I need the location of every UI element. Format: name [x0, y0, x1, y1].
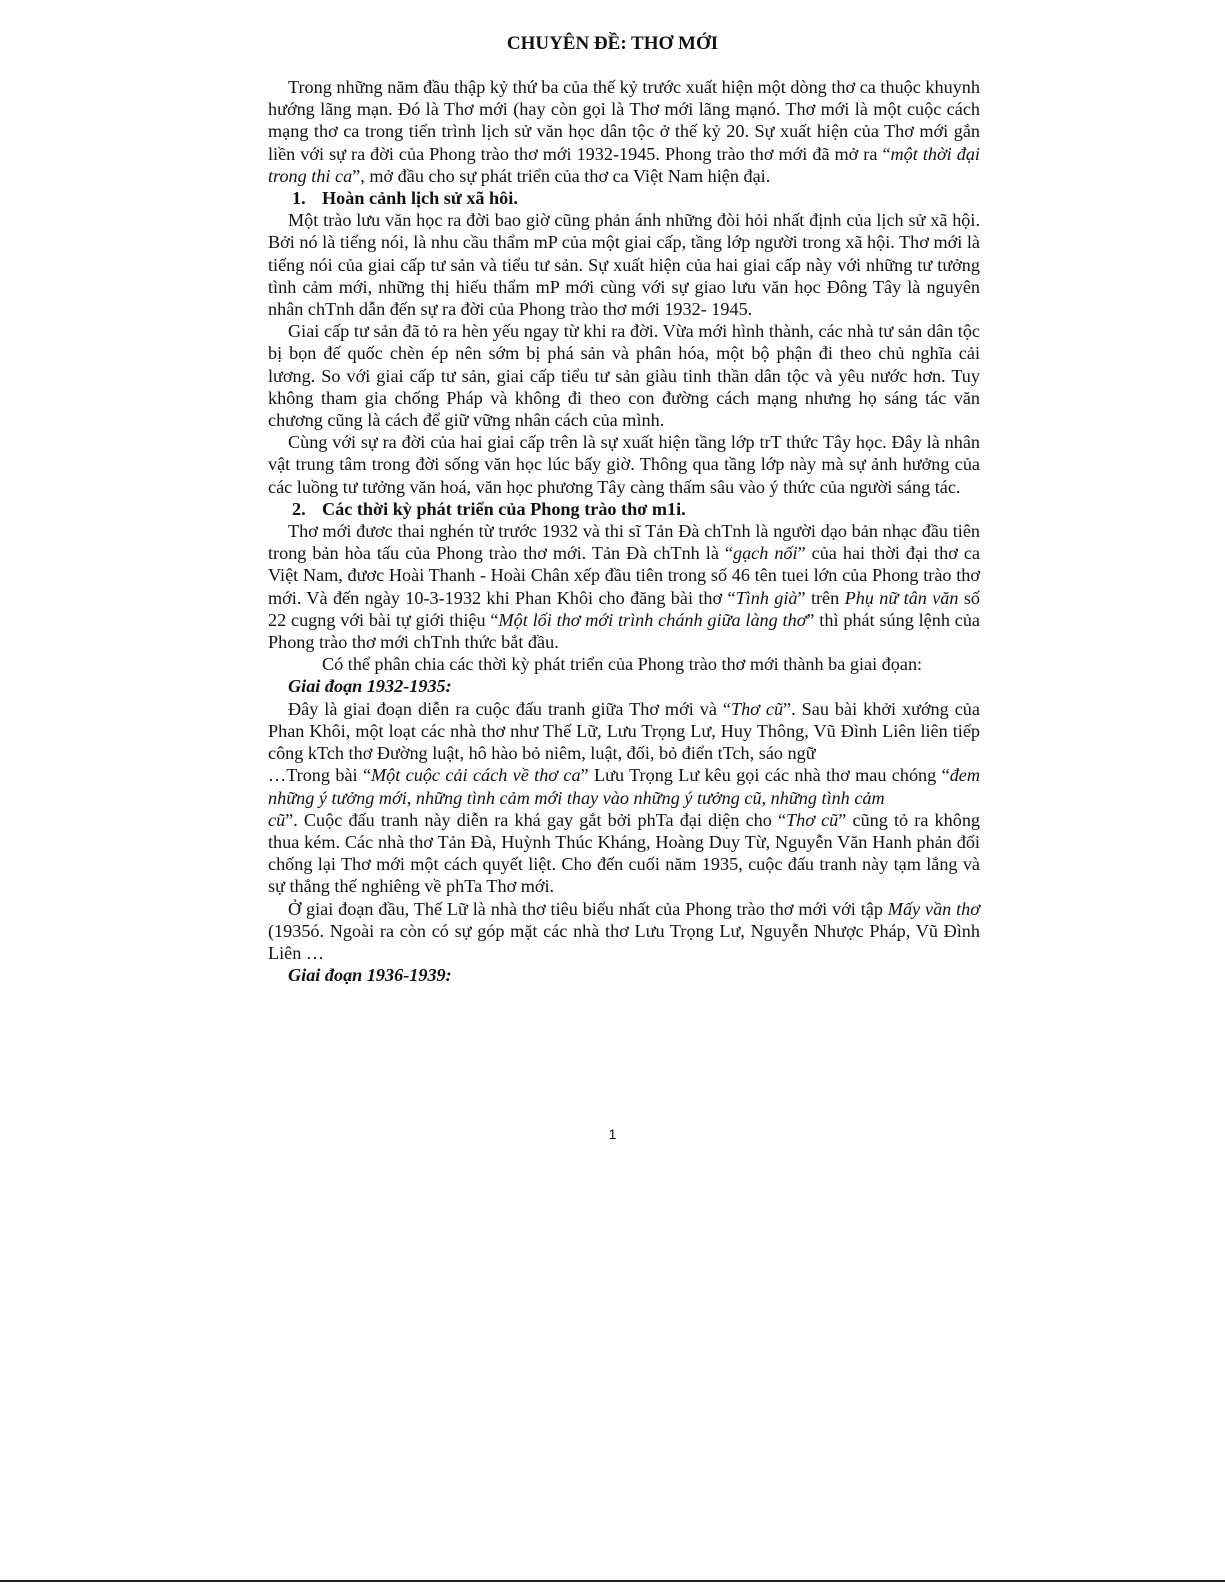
section-heading-2: [268, 498, 980, 520]
text-run: ” Lưu Trọng Lư kêu gọi các nhà thơ mau chóng “: [580, 765, 950, 786]
text-run: (1935ó. Ngoài ra còn có sự góp mặt các nhà thơ Lưu Trọng Lư, Nguyễn Nhược Pháp, Vũ Đình Liên …: [268, 920, 980, 963]
text-run: ”. Cuộc đấu tranh này diễn ra khá gay gắt bởi phTa đại diện cho “: [285, 809, 787, 830]
quote-run: Thơ cũ: [786, 809, 839, 830]
phase-heading-2: Giai đoạn 1936-1939:: [288, 965, 452, 986]
section-number-1: 1.: [292, 188, 306, 209]
phase1-paragraph-4: [268, 898, 980, 965]
text-run: ” cũng tỏ ra không thua kém. Các nhà thơ Tản Đà, Huỳnh Thúc Kháng, Hoàng Duy Từ, Nguyễn Văn Hanh phản đối chống lại Thơ mới một cách quyết liệt. Cho đến cuối năm 1935, cuộc đấu tranh này tạm lắng và sự thắng thế nghiêng về phTa Thơ mới.: [268, 809, 981, 897]
quote-run: Phụ nữ tân văn: [844, 587, 959, 608]
page-bottom-divider: [0, 1580, 1225, 1582]
text-run: ” thì phát súng lệnh của Phong trào thơ mới chTnh thức bắt đầu.: [268, 609, 980, 653]
quote-run: cũ: [268, 809, 286, 830]
section-number-2: 2.: [292, 498, 306, 519]
phase1-paragraph-2: [268, 764, 980, 808]
intro-paragraph: [268, 76, 980, 187]
text-run: số 22 cugng với bài tự giới thiệu “: [268, 587, 980, 630]
section1-paragraph-1: Một trào lưu văn học ra đời bao giờ cũng phản ánh những đòi hỏi nhất định của lịch sử xã hội. Bởi nó là tiếng nói, là nhu cầu thẩm mP của một giai cấp, tầng lớp người trong xã hội. Thơ mới là tiếng nói của giai cấp tư sản và tiểu tư sản. Sự xuất hiện của hai giai cấp này với những tư tưởng tình cảm mới, những thị hiếu thẩm mP mới cùng với sự giao lưu văn học Đông Tây là nguyên nhân chTnh dẫn đến sự ra đời của Phong trào thơ mới 1932- 1945.: [268, 210, 980, 320]
section1-paragraph-2: Giai cấp tư sản đã tỏ ra hèn yếu ngay từ khi ra đời. Vừa mới hình thành, các nhà tư sản dân tộc bị bọn đế quốc chèn ép nên sớm bị phá sản và phân hóa, một bộ phận đi theo chủ nghĩa cải lương. So với giai cấp tư sản, giai cấp tiểu tư sản giàu tinh thần dân tộc và yêu nước hơn. Tuy không tham gia chống Pháp và không đi theo con đường cách mạng nhưng họ sáng tác văn chương cũng là cách để giữ vững nhân cách của mình.: [268, 321, 980, 431]
section-heading-1: [268, 187, 980, 209]
phase1-paragraph-1: [268, 698, 980, 765]
text-run: Thơ mới đươc thai nghén từ trước 1932 và thi sĩ Tản Đà chTnh là người dạo bản nhạc đầu tiên trong bản hòa tấu của Phong trào thơ mới. Tản Đà chTnh là “: [268, 521, 980, 564]
phase1-paragraph-3: [268, 809, 980, 898]
quote-run: đem những ý tưởng mới, những tình cảm mới thay vào những ý tưởng cũ, những tình cảm: [268, 765, 980, 808]
section-title-1: Hoàn cảnh lịch sử xã hôi.: [322, 188, 518, 209]
intro-text-end: ”, mở đầu cho sự phát triển của thơ ca Việt Nam hiện đại.: [352, 165, 771, 186]
quote-run: gạch nối: [732, 543, 798, 564]
quote-run: Tình già: [735, 587, 798, 608]
intro-text: Trong những năm đầu thập kỷ thứ ba của thế kỷ trước xuất hiện một dòng thơ ca thuộc khuynh hướng lãng mạn. Đó là Thơ mới (hay còn gọi là Thơ mới lãng mạnó. Thơ mới là một cuộc cách mạng thơ ca trong tiến trình lịch sử văn học dân tộc ở thế kỷ 20. Sự xuất hiện của Thơ mới gắn liền với sự ra đời của Phong trào thơ mới 1932-1945. Phong trào thơ mới đã mở ra “: [268, 77, 980, 164]
quote-run: Một lối thơ mới trình chánh giữa làng thơ: [498, 609, 807, 630]
text-run: …Trong bài “: [268, 765, 372, 786]
section-title-2: Các thời kỳ phát triển của Phong trào thơ m1i.: [322, 498, 686, 519]
text-run: Đây là giai đoạn diễn ra cuộc đấu tranh giữa Thơ mới và “: [288, 698, 731, 719]
text-run: ” của hai thời đại thơ ca Việt Nam, đươc Hoài Thanh - Hoài Chân xếp đầu tiên trong số 46 tên tuei lớn của Phong trào thơ mới. Và đến ngày 10-3-1932 khi Phan Khôi cho đăng bài thơ “: [268, 543, 980, 608]
quote-run: Một cuộc cải cách về thơ ca: [371, 765, 581, 786]
page-number: 1: [608, 1126, 617, 1142]
phase-heading-1: Giai đoạn 1932-1935:: [288, 676, 452, 697]
section1-paragraph-3: Cùng với sự ra đời của hai giai cấp trên là sự xuất hiện tầng lớp trT thức Tây học. Đây là nhân vật trung tâm trong đời sống văn học lúc bấy giờ. Thông qua tầng lớp này mà sự ảnh hưởng của các luồng tư tưởng văn hoá, văn học phương Tây càng thấm sâu vào ý thức của người sáng tác.: [268, 432, 980, 497]
text-run: ” trên: [797, 587, 845, 608]
intro-quote: một thời đại trong thi ca: [268, 143, 980, 186]
text-run: ”. Sau bài khởi xướng của Phan Khôi, một loạt các nhà thơ như Thế Lữ, Lưu Trọng Lư, Huy Thông, Vũ Đình Liên liên tiếp công kTch thơ Đường luật, hô hào bỏ niêm, luật, đối, bỏ điển tTch, sáo ngữ: [268, 698, 980, 764]
section2-paragraph-1: [268, 520, 980, 653]
quote-run: Mấy vần thơ: [887, 898, 980, 919]
document-title: CHUYÊN ĐỀ: THƠ MỚI: [506, 33, 719, 54]
quote-run: Thơ cũ: [730, 698, 784, 719]
document-body: [268, 76, 980, 986]
section2-paragraph-2: Có thể phân chia các thời kỳ phát triển của Phong trào thơ mới thành ba giai đọan:: [322, 654, 923, 675]
text-run: Ở giai đoạn đầu, Thế Lữ là nhà thơ tiêu biểu nhất của Phong trào thơ mới với tập: [288, 898, 888, 919]
